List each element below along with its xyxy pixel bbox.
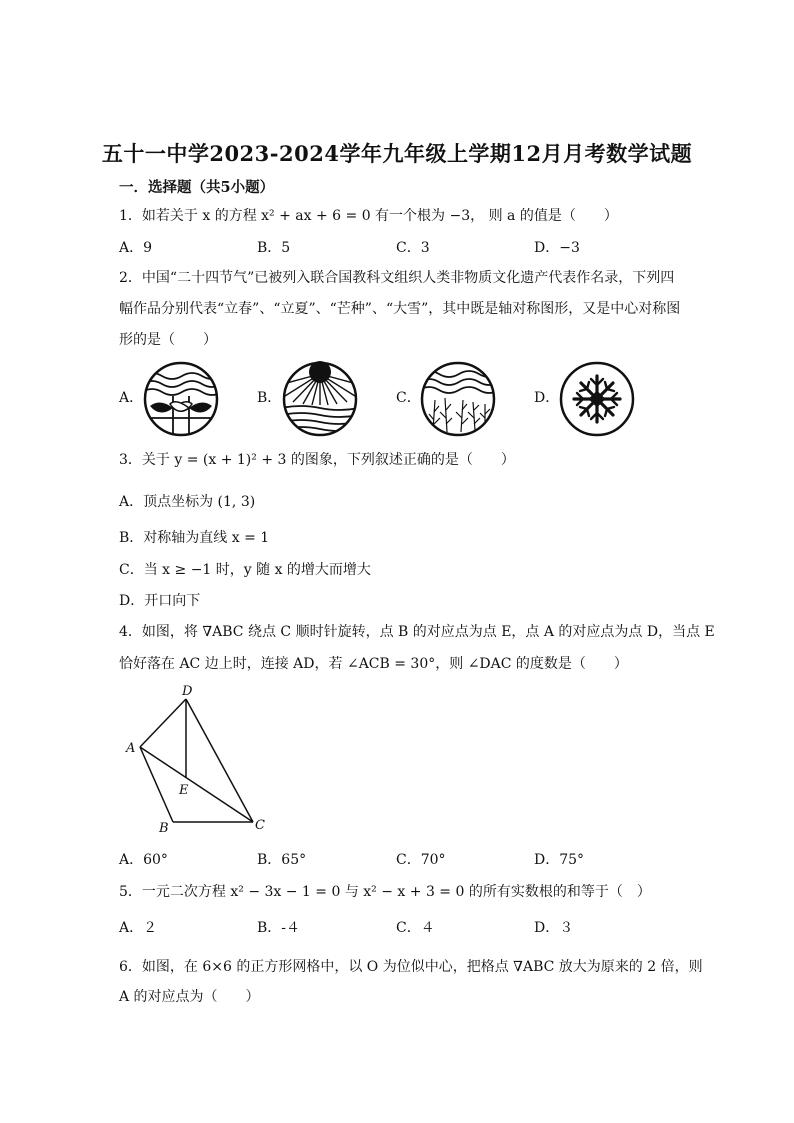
q3-option-a: A．顶点坐标为 (1, 3) <box>119 494 256 510</box>
q3-option-b: B．对称轴为直线 x = 1 <box>119 530 270 546</box>
q1-option-d: D．−3 <box>534 240 580 256</box>
question-4-line-2: 恰好落在 AC 边上时，连接 AD，若 ∠ACB = 30°，则 ∠DAC 的度数是（ ） <box>119 656 628 672</box>
q3-option-d: D．开口向下 <box>119 593 201 609</box>
q5-option-d: D．３ <box>534 920 574 936</box>
q4-option-b: B．65° <box>257 852 307 868</box>
snowflake-figure-icon <box>558 360 636 438</box>
sprout-figure-icon <box>142 360 220 438</box>
question-5-text: 5．一元二次方程 x² − 3x − 1 = 0 与 x² − x + 3 = 0 的所有实数根的和等于（ ） <box>119 884 651 900</box>
point-label-a: A <box>126 741 136 756</box>
question-6-line-2: A 的对应点为（ ） <box>119 989 260 1005</box>
q3-option-c: C．当 x ≥ −1 时，y 随 x 的增大而增大 <box>119 562 371 578</box>
question-2-line-2: 幅作品分别代表“立春”、“立夏”、“芒种”、“大雪”，其中既是轴对称图形，又是中心对称图 <box>119 301 681 317</box>
q5-option-b: B．-４ <box>257 920 301 936</box>
point-label-e: E <box>179 783 189 798</box>
page-title: 五十一中学2023-2024学年九年级上学期12月月考数学试题 <box>101 141 693 166</box>
question-2-line-1: 2．中国“二十四节气”已被列入联合国教科文组织人类非物质文化遗产代表作名录，下列四 <box>119 270 675 286</box>
q1-option-a: A．9 <box>119 240 153 256</box>
point-label-c: C <box>255 818 265 833</box>
q4-option-d: D．75° <box>534 852 585 868</box>
q2-option-b: B． <box>257 390 282 406</box>
question-2-line-3: 形的是（ ） <box>119 332 217 348</box>
question-4-line-1: 4．如图，将 ∇ABC 绕点 C 顺时针旋转，点 B 的对应点为点 E，点 A 的对应点为点 D，当点 E <box>119 624 715 640</box>
q4-option-c: C．70° <box>396 852 446 868</box>
q1-option-c: C．3 <box>396 240 430 256</box>
q4-option-a: A．60° <box>119 852 168 868</box>
grain-figure-icon <box>419 360 497 438</box>
sun-figure-icon <box>281 360 359 438</box>
q5-option-a: A．２ <box>119 920 158 936</box>
q5-option-c: C．４ <box>396 920 435 936</box>
rotation-diagram <box>118 680 288 840</box>
q2-option-d: D． <box>534 390 560 406</box>
question-6-line-1: 6．如图，在 6×6 的正方形网格中，以 O 为位似中心，把格点 ∇ABC 放大为原来的 2 倍，则 <box>119 959 703 975</box>
question-1-text: 1．如若关于 x 的方程 x² + ax + 6 = 0 有一个根为 −3， 则 a 的值是（ ） <box>119 208 618 224</box>
point-label-d: D <box>182 684 193 699</box>
q2-option-a: A． <box>119 390 144 406</box>
q1-option-b: B．5 <box>257 240 291 256</box>
q2-option-c: C． <box>396 390 421 406</box>
point-label-b: B <box>159 821 169 836</box>
section-title: 一．选择题（共5小题） <box>119 179 275 196</box>
question-3-text: 3．关于 y = (x + 1)² + 3 的图象，下列叙述正确的是（ ） <box>119 452 515 468</box>
